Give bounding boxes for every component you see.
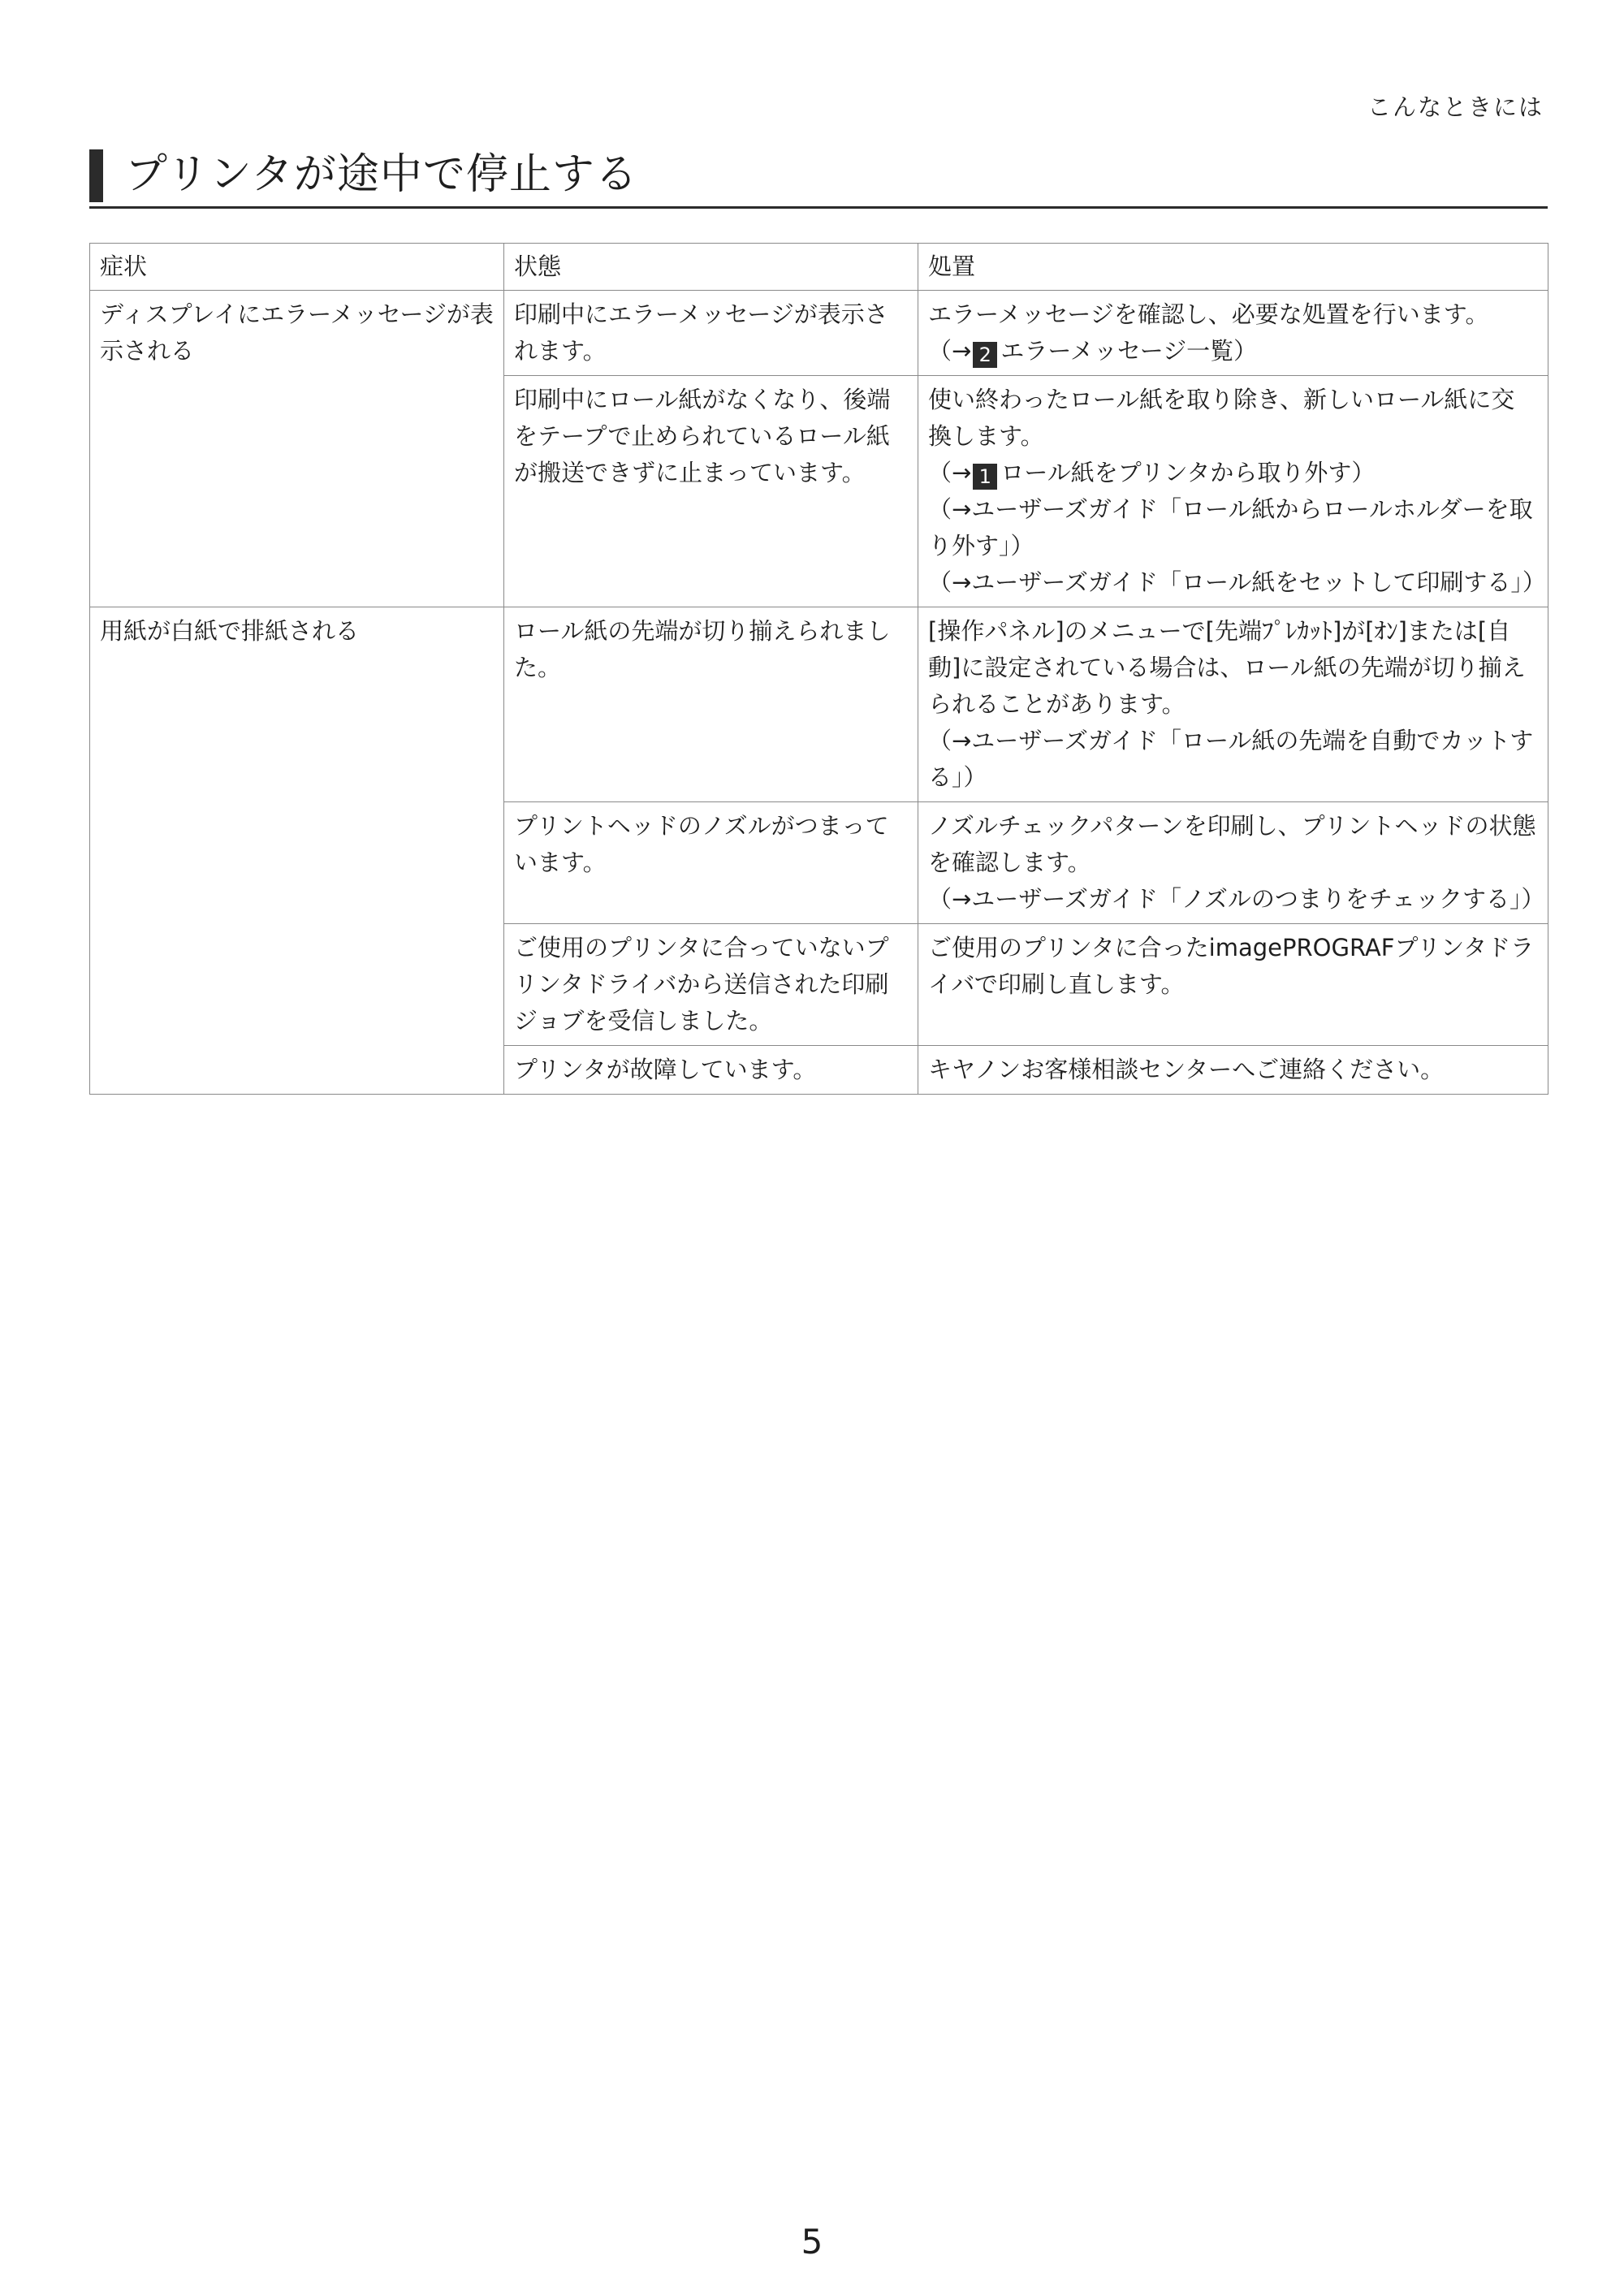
header-symptom: 症状 bbox=[90, 244, 504, 291]
state-cell: プリントヘッドのノズルがつまっています。 bbox=[504, 802, 918, 924]
action-cell bbox=[918, 802, 1548, 924]
action-cell bbox=[918, 291, 1548, 376]
title-marker-bar bbox=[89, 149, 103, 202]
action-text: キヤノンお客様相談センターへご連絡ください。 bbox=[928, 1056, 1445, 1083]
table-row bbox=[90, 607, 1548, 802]
reference-text: ロール紙をプリンタから取り外す） bbox=[1000, 459, 1376, 486]
state-cell: ロール紙の先端が切り揃えられました。 bbox=[504, 607, 918, 802]
action-text: エラーメッセージを確認し、必要な処置を行います。 bbox=[928, 300, 1489, 328]
state-cell: 印刷中にエラーメッセージが表示されます。 bbox=[504, 291, 918, 376]
state-cell: ご使用のプリンタに合っていないプリンタドライバから送信された印刷ジョブを受信しました。 bbox=[504, 924, 918, 1046]
action-text: [操作パネル]のメニューで[先端ﾌﾟﾚｶｯﾄ]が[ｵﾝ]または[自動]に設定されている場合は、ロール紙の先端が切り揃えられることがあります。 bbox=[928, 617, 1526, 718]
action-cell bbox=[918, 607, 1548, 802]
reference-prefix: （→ bbox=[928, 459, 972, 486]
action-text: ご使用のプリンタに合ったimagePROGRAFプリンタドライバで印刷し直します。 bbox=[928, 934, 1535, 998]
table-header-row bbox=[90, 244, 1548, 291]
header-state: 状態 bbox=[504, 244, 918, 291]
symptom-cell: ディスプレイにエラーメッセージが表示される bbox=[90, 291, 504, 607]
chapter-number-badge: 2 bbox=[973, 342, 997, 368]
state-cell: プリンタが故障しています。 bbox=[504, 1046, 918, 1095]
reference-link[interactable] bbox=[928, 333, 1538, 369]
chapter-number-badge: 1 bbox=[973, 464, 997, 490]
reference-text: エラーメッセージ一覧） bbox=[1000, 337, 1258, 365]
page-title-block bbox=[89, 146, 1548, 209]
troubleshooting-table bbox=[89, 243, 1548, 1095]
reference-prefix: （→ bbox=[928, 337, 972, 365]
state-cell: 印刷中にロール紙がなくなり、後端をテープで止められているロール紙が搬送できずに止まっています。 bbox=[504, 376, 918, 607]
action-text: ノズルチェックパターンを印刷し、プリントヘッドの状態を確認します。 bbox=[928, 812, 1536, 876]
action-cell bbox=[918, 376, 1548, 607]
table-row bbox=[90, 291, 1548, 376]
action-text: 使い終わったロール紙を取り除き、新しいロール紙に交換します。 bbox=[928, 386, 1515, 450]
reference-link[interactable] bbox=[928, 455, 1538, 491]
reference-link[interactable]: （→ユーザーズガイド「ロール紙の先端を自動でカットする」） bbox=[928, 727, 1534, 791]
reference-link[interactable]: （→ユーザーズガイド「ロール紙をセットして印刷する」） bbox=[928, 568, 1546, 596]
page-number: 5 bbox=[801, 2222, 823, 2262]
reference-link[interactable]: （→ユーザーズガイド「ノズルのつまりをチェックする」） bbox=[928, 885, 1545, 913]
symptom-cell: 用紙が白紙で排紙される bbox=[90, 607, 504, 1095]
header-action: 処置 bbox=[918, 244, 1548, 291]
page-title: プリンタが途中で停止する bbox=[125, 150, 638, 199]
reference-link[interactable]: （→ユーザーズガイド「ロール紙からロールホルダーを取り外す」） bbox=[928, 495, 1533, 559]
action-cell bbox=[918, 1046, 1548, 1095]
action-cell bbox=[918, 924, 1548, 1046]
section-label: こんなときには bbox=[1367, 93, 1544, 121]
